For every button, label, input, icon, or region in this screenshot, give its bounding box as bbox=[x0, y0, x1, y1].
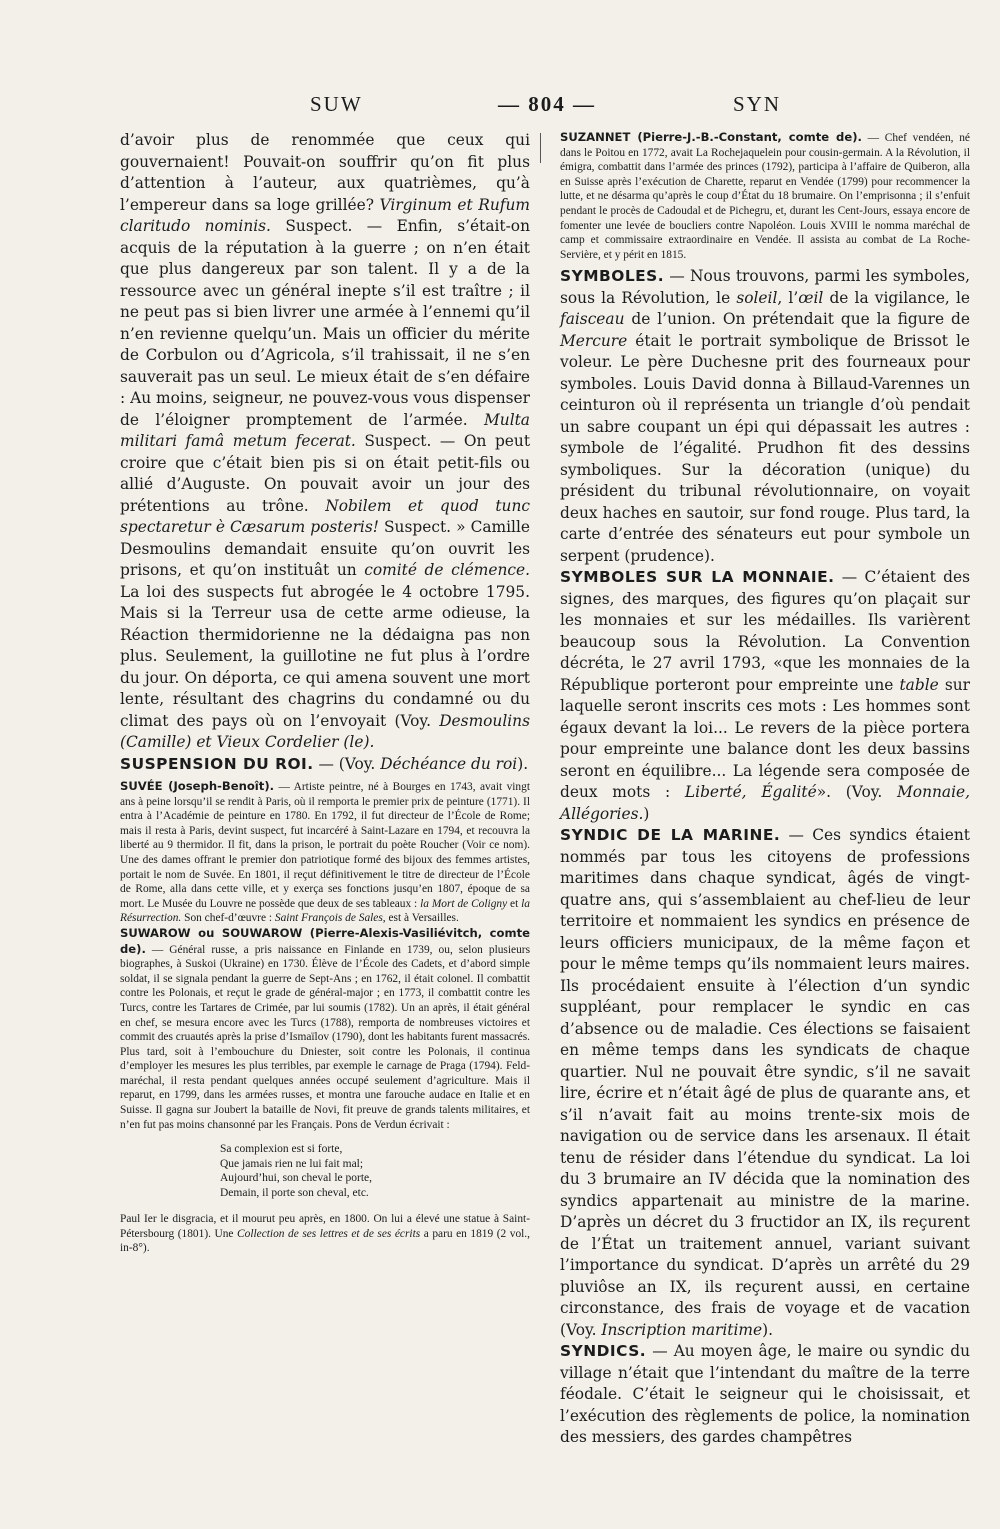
entry-syndic-de-la-marine bbox=[560, 825, 970, 1341]
italic-text: œil bbox=[798, 288, 824, 307]
entry-text: , est à Versailles. bbox=[382, 912, 459, 925]
entry-text: — (Voy. bbox=[313, 754, 381, 773]
left-column bbox=[120, 130, 530, 1256]
entry-headword: SUZANNET (Pierre-J.-B.-Constant, comte de). bbox=[560, 130, 862, 144]
verse-line: Que jamais rien ne lui fait mal; bbox=[220, 1157, 364, 1170]
italic-text: faisceau bbox=[560, 310, 625, 329]
verse-line: Aujourd’hui, son cheval le porte, bbox=[220, 1172, 373, 1185]
verse-quote bbox=[220, 1142, 530, 1200]
entry-text: — Ces syndics étaient nommés par tous les citoyens de professions maritimes dans chaque syndicat, âgés de vingt-quatre ans, qui s’assemblaient au chef-lieu de leur territoire et nommaient les syndics en présence de leurs officiers municipaux, de la même façon et pour le même temps qu’ils nommaient leurs maires. Ils procédaient ensuite à l’élection d’un syndic suppléant, pour remplacer le syndic en cas d’absence ou de maladie. Ces élections se faisaient en même temps dans les syndicats de chaque quartier. Nul ne pouvait être syndic, s’il ne savait lire, écrire et n’était âgé de plus de quarante ans, et s’il n’avait fait au moins trente-six mois de navigation ou de service dans les arsenaux. Il était tenu de résider dans l’étendue du syndicat. La loi du 3 brumaire an IV décida que la nomination des syndics appartenait au ministre de la marine. D’après un décret du 3 fructidor an IX, ils reçurent de l’État un traitement annuel, variant suivant l’importance du syndicat. D’après un arrêté du 29 pluviôse an IX, ils reçurent aussi, en certaine circonstance, des frais de voyage et de vacation (Voy. bbox=[560, 826, 970, 1339]
entry-symboles bbox=[560, 266, 970, 567]
italic-text: Inscription maritime bbox=[601, 1320, 763, 1339]
italic-text: soleil bbox=[736, 288, 778, 307]
entry-text: — Chef vendéen, né dans le Poitou en 1772, avait La Rochejaquelein pour cousin-germain. A la Révolution, il émigra, combattit dans l’armée des princes (1792), participa à l’affaire de Quiberon, alla en Suisse après l’exécution de Charette, reparut en Vendée (1799) pour recommencer la lutte, et ne désarma qu’après le coup d’État du 18 brumaire. On l’emprisonna ; il s’enfuit pendant le procès de Cadoudal et de Pichegru, et, durant les Cent-Jours, essaya encore de fomenter une levée de boucliers contre Napoléon. Louis XVIII le nomma maréchal de camp et commissaire extraordinaire en Vendée. Il assista au combat de La Roche-Servière, et y périt en 1815. bbox=[560, 132, 970, 261]
italic-text: Déchéance du roi bbox=[380, 754, 518, 773]
entry-text: Suspect. — On peut croire que c’était bien pis si on était petit-fils ou allié d’Auguste. On pouvait avoir un jour des prétentions au trône. bbox=[120, 432, 531, 515]
entry-text: de l’union. On prétendait que la figure de bbox=[624, 310, 970, 329]
entry-headword: SYNDIC DE LA MARINE. bbox=[560, 826, 781, 845]
right-column bbox=[560, 130, 970, 1449]
italic-text: Desmoulins (Camille) et Vieux Cordelier (le). bbox=[120, 711, 530, 751]
entry-suwarow-end bbox=[120, 1212, 530, 1256]
entry-text: — Nous trouvons, parmi les symboles, sous la Révolution, le bbox=[560, 267, 970, 307]
entry-text: Suspect. » Camille Desmoulins demandait ensuite qu’on ouvrit les prisons, et qu’on instituât un bbox=[120, 518, 530, 579]
entry-text: ». (Voy. bbox=[816, 783, 898, 802]
header-left-word: SUW bbox=[310, 92, 363, 116]
entry-text: ) bbox=[643, 804, 650, 823]
entry-text: ). bbox=[517, 754, 529, 773]
verse-line: Sa complexion est si forte, bbox=[220, 1143, 343, 1156]
italic-text: la Résurrection. bbox=[120, 897, 530, 925]
italic-text: Virginum et Rufum claritudo nominis. bbox=[120, 195, 530, 235]
entry-text: — Général russe, a pris naissance en Finlande en 1739, ou, selon plusieurs biographes, à Suskoi (Ukraine) en 1730. Élève de l’École des Cadets, et d’abord simple soldat, il se signala pendant la guerre de Sept-Ans ; en 1762, il était colonel. Il combattit contre les Polonais, et reçut le grade de général-major ; en 1773, il combattit contre les Turcs, contre les Tartares de Crimée, par lui soumis (1782). Un an après, il était général en chef, se mesura encore avec les Turcs (1788), remporta de nombreuses victoires et commit des cruautés après la prise d’Ismaïlov (1790), dont les habitants furent massacrés. Plus tard, soit à l’embouchure du Dniester, soit contre les Polonais, il continua d’employer les mesures les plus terribles, par exemple le carnage de Praga (1794). Feld-maréchal, il resta pendant quelques années occupé seulement d’agriculture. Mais il reparut, en 1799, dans les armées russes, et montra une farouche audace en Italie et en Suisse. Il gagna sur Joubert la bataille de Novi, fit preuve de grands talents militaires, et n’en fut pas moins chansonné par les Français. Pons de Verdun écrivait : bbox=[120, 943, 530, 1131]
italic-text: Monnaie, Allégories. bbox=[560, 783, 970, 823]
entry-text: — Artiste peintre, né à Bourges en 1743, avait vingt ans à peine lorsqu’il se rendit à Paris, où il remporta le premier prix de peinture (1771). Il entra à l’Académie de peinture en 1780. En 1792, il fut directeur de l’École de Rome; mais il resta à Paris, devint suspect, fut incarcéré à Saint-Lazare en 1794, et recouvra la liberté au 9 thermidor. Il fit, dans la prison, le portrait du poète Roucher (Voir ce nom). Une des dames offrant le premier don patriotique formé des bijoux des femmes artistes, portait le nom de Suvée. En 1801, il reçut définitivement le titre de directeur de l’École de Rome, alla dans cette ville, et y exerça ses fonctions jusqu’en 1807, époque de sa mort. Le Musée du Louvre ne possède que deux de ses tableaux : bbox=[120, 781, 530, 910]
entry-symboles-sur-la-monnaie bbox=[560, 567, 970, 825]
entry-headword: SUSPENSION DU ROI. bbox=[120, 754, 314, 773]
entry-text: d’avoir plus de renommée que ceux qui gouvernaient! Pouvait-on souffrir qu’on fit plus d’attention à l’auteur, aux quatrièmes, qu’à l’empereur dans sa loge grillée? bbox=[120, 131, 530, 214]
entry-text: , l’ bbox=[777, 288, 799, 307]
column-rule bbox=[540, 133, 541, 163]
verse-line: Demain, il porte son cheval, etc. bbox=[220, 1186, 369, 1199]
header-right-word: SYN bbox=[733, 92, 782, 116]
entry-text: — Au moyen âge, le maire ou syndic du village n’était que l’intendant du maître de la terre féodale. C’était le seigneur qui le choisissait, et l’exécution des règlements de police, la nomination des messiers, des gardes champêtres bbox=[560, 1342, 970, 1447]
entry-headword: SYMBOLES. bbox=[560, 267, 665, 286]
entry-text: — C’étaient des signes, des marques, des figures qu’on plaçait sur les monnaies et sur les médailles. Ils varièrent beaucoup sous la Révolution. La Convention décréta, le 27 avril 1793, «que les monnaies de la République porteront pour empreinte une bbox=[560, 568, 970, 694]
entry-suwarow bbox=[120, 926, 530, 1132]
entry-headword: SUVÉE (Joseph-Benoît). bbox=[120, 779, 275, 793]
entry-text: était le portrait symbolique de Brissot le voleur. Le père Duchesne prit des fourneaux pour symboles. Louis David donna à Billaud-Varennes un ceinturon où il représenta un triangle d’où pendait un sabre coupant un épi qui dépassait les autres : symbole de l’égalité. Prudhon fit des dessins symboliques. Sur la décoration (unique) du président du tribunal révolutionnaire, on voyait deux haches en sautoir, sur fond rouge. Plus tard, la carte d’entrée des sénateurs eut pour symbole un serpent (prudence). bbox=[560, 331, 970, 565]
italic-text: Liberté, Égalité bbox=[684, 783, 817, 802]
entry-headword: SUWAROW ou SOUWAROW (Pierre-Alexis-Vasiliévitch, comte de). bbox=[120, 925, 530, 956]
entry-headword: SYNDICS. bbox=[560, 1342, 647, 1361]
entry-suspension-du-roi bbox=[120, 754, 530, 776]
page-number: — 804 — bbox=[498, 92, 596, 116]
entry-headword: SYMBOLES SUR LA MONNAIE. bbox=[560, 568, 835, 587]
italic-text: Nobilem et quod tunc spectaretur è Cæsarum posteris! bbox=[120, 496, 530, 536]
entry-suzannet bbox=[560, 130, 970, 262]
italic-text: table bbox=[899, 675, 939, 694]
entry-suvee bbox=[120, 779, 530, 926]
italic-text: Collection de ses lettres et de ses écrits bbox=[237, 1227, 421, 1240]
italic-text: Mercure bbox=[560, 331, 628, 350]
entry-suspect-continuation bbox=[120, 130, 530, 754]
running-head bbox=[0, 92, 1000, 122]
entry-text: a paru en 1819 (2 vol., in-8°). bbox=[120, 1227, 530, 1255]
italic-text: la Mort de Coligny bbox=[420, 897, 508, 910]
entry-text: et bbox=[507, 897, 522, 910]
entry-text: Paul Ier le disgracia, et il mourut peu après, en 1800. On lui a élevé une statue à Saint-Pétersbourg (1801). Une bbox=[120, 1213, 530, 1240]
entry-text: Son chef-d’œuvre : bbox=[181, 912, 275, 925]
entry-syndics bbox=[560, 1341, 970, 1449]
entry-text: sur laquelle seront inscrits ces mots : Les hommes sont égaux devant la loi... Le revers de la pièce portera pour empreinte une balance dont les deux bassins seront en équilibre... La légende sera composée de deux mots : bbox=[560, 675, 970, 802]
italic-text: Multa militari famâ metum fecerat. bbox=[120, 410, 530, 450]
entry-text: ). bbox=[762, 1320, 773, 1339]
entry-text: La loi des suspects fut abrogée le 4 octobre 1795. Mais si la Terreur usa de cette arme odieuse, la Réaction thermidorienne ne la dédaigna pas non plus. Seulement, la guillotine ne fut plus à l’ordre du jour. On déporta, ce qui amena souvent une mort lente, résultant des chagrins du condamné ou du climat des pays où on l’envoyait (Voy. bbox=[120, 582, 530, 730]
italic-text: Saint François de Sales bbox=[274, 912, 383, 925]
italic-text: comité de clémence. bbox=[364, 561, 530, 579]
entry-text: de la vigilance, le bbox=[823, 288, 970, 307]
entry-text: Suspect. — Enfin, s’était-on acquis de la réputation à la guerre ; on n’en était que plus dangereux par son talent. Il y a de la ressource avec un général inepte s’il est traître ; il ne peut pas si bien livrer une armée à l’ennemi qu’il n’en revienne quelqu’un. Mais un officier du mérite de Corbulon ou d’Agricola, s’il trahissait, il ne s’en sauverait pas un seul. Le mieux était de s’en défaire : Au moins, seigneur, ne pouvez-vous vous dispenser de l’éloigner promptement de l’armée. bbox=[120, 217, 530, 429]
